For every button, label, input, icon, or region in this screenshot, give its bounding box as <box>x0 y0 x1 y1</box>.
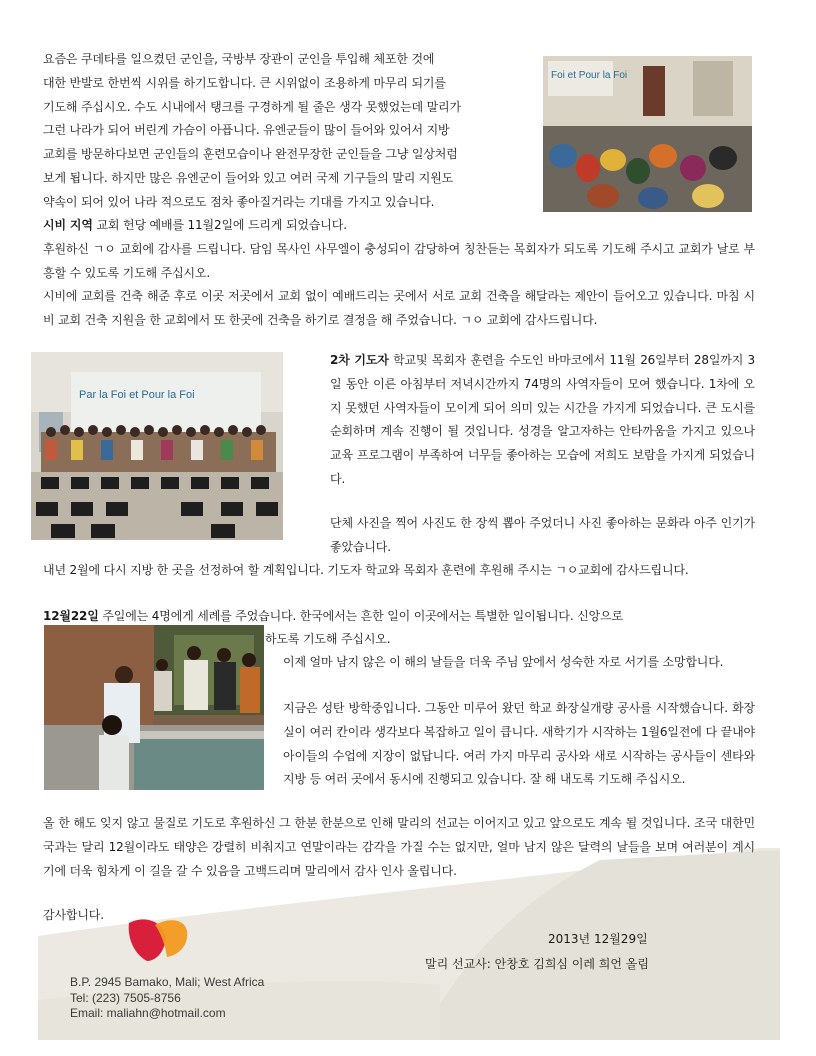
baptism-text: 주일에는 4명에게 세례를 주었습니다. 한국에서는 흔한 일이 이곳에서는 특별한 일이됩니다. 신앙으로 <box>98 609 623 623</box>
footer-email[interactable]: Email: maliahn@hotmail.com <box>70 1006 226 1020</box>
sibi-heading-line <box>43 214 755 238</box>
training-paragraph <box>330 349 755 492</box>
intro-line: 보게 됩니다. 하지만 많은 유엔군이 들어와 있고 여러 국제 기구들의 말리 지원도 <box>43 170 454 185</box>
school-text: 지금은 성탄 방학중입니다. 그동안 미루어 왔던 학교 화장실개량 공사를 시작했습니다. 화장실이 여러 칸이라 생각보다 복잡하고 일이 큽니다. 새학기가 시작하는 1월6일전에 다 끝내야 아이들의 수업에 지장이 없답니다. 여러 가지 마무리 공사와 새로 시작하는 공사들이 센타와 지방 등 여러 곳에서 동시에 진행되고 있습니다. 잘 해 내도록 기도해 주십시오. <box>283 701 755 787</box>
photo-note-paragraph <box>330 512 755 560</box>
sibi-label: 시비 지역 <box>43 218 93 232</box>
photo-note-text: 단체 사진을 찍어 사진도 한 장씩 뽑아 주었더니 사진 좋아하는 문화라 아주 인기가 좋았습니다. <box>330 516 755 554</box>
group-banner-text: Par la Foi et Pour la Foi <box>79 389 195 401</box>
intro-paragraph <box>43 48 543 215</box>
training-label: 2차 기도자 <box>330 353 389 367</box>
intro-line: 기도해 주십시오. 수도 시내에서 탱크를 구경하게 될 줄은 생각 못했었는데 말리가 <box>43 99 461 114</box>
worship-banner-text: Foi et Pour la Foi <box>551 70 628 81</box>
hope-text: 이제 얼마 남지 않은 이 해의 날들을 더욱 주님 앞에서 성숙한 자로 서기를 소망합니다. <box>283 655 724 669</box>
baptism-photo <box>44 625 264 790</box>
thanks-text: 감사합니다. <box>43 908 104 922</box>
sibi-construction-paragraph <box>43 285 755 333</box>
footer-phone: Tel: (223) 7505-8756 <box>70 990 181 1005</box>
intro-line: 요즘은 쿠데타를 일으켰던 군인을, 국방부 장관이 군인을 투입해 체포한 것에 <box>43 52 435 66</box>
next-year-text: 내년 2월에 다시 지방 한 곳을 선정하여 할 계획입니다. 기도자 학교와 목회자 훈련에 후원해 주시는 ㄱㅇ교회에 감사드립니다. <box>43 563 689 577</box>
intro-line: 약속이 되어 있어 나라 적으로도 점차 좋아질거라는 기대를 가지고 있습니다. <box>43 194 435 209</box>
sibi-thanks-paragraph <box>43 238 755 286</box>
baptism-date: 12월22일 <box>43 609 99 623</box>
baptism-text-2: 하도록 기도해 주십시오. <box>265 632 391 646</box>
sibi-construction-text: 시비에 교회를 건축 해준 후로 이곳 저곳에서 교회 없이 예배드리는 곳에서 서로 교회 건축을 해달라는 제안이 들어오고 있습니다. 마침 시비 교회 건축 지원을 한 교회에서 또 한곳에 건축을 하기로 결정을 해 주었습니다. ㄱㅇ 교회에 감사드립니다. <box>43 289 755 327</box>
closing-text: 올 한 해도 잊지 않고 물질로 기도로 후원하신 그 한분 한분으로 인해 말리의 선교는 이어지고 있고 앞으로도 계속 될 것입니다. 조국 대한민국과는 달리 12월이라도 태양은 강렬히 비춰지고 연말이라는 감각을 가질 수는 없지만, 얼마 남지 않은 달력의 날들을 보며 여러분이 계시기에 더욱 힘차게 이 길을 갈 수 있음을 고백드리며 말리에서 감사 인사 올립니다. <box>43 816 755 878</box>
worship-photo <box>543 56 752 212</box>
signature-line: 말리 선교사: 안창호 김희심 이레 희언 올림 <box>425 957 649 971</box>
letter-date: 2013년 12월29일 <box>548 932 648 946</box>
closing-paragraph <box>43 812 755 883</box>
hope-paragraph <box>283 651 755 675</box>
footer-address: B.P. 2945 Bamako, Mali; West Africa <box>70 975 265 989</box>
next-year-paragraph <box>43 559 755 583</box>
sibi-sentence: 교회 헌당 예배를 11월2일에 드리게 되었습니다. <box>92 218 347 232</box>
baptism-line-2 <box>265 628 755 652</box>
training-text: 학교및 목회자 훈련을 수도인 바마코에서 11월 26일부터 28일까지 3일 동안 이른 아침부터 저녁시간까지 74명의 사역자들이 모여 했습니다. 1차에 오지 못했던 사역자들이 모이게 되어 의미 있는 시간을 가지게 되었습니다. 큰 도시를 순회하며 계속 진행이 될 것입니다. 성경을 알고자하는 안타까움을 가지고 있으나 교육 프로그램이 부족하여 너무들 좋아하는 모습에 저희도 보람을 가지게 되었습니다. <box>330 353 756 486</box>
intro-line: 그런 나라가 되어 버린게 가슴이 아픕니다. 유엔군들이 많이 들어와 있어서 지방 <box>43 123 450 138</box>
intro-line: 대한 반발로 한번씩 시위를 하기도합니다. 큰 시위없이 조용하게 마무리 되기를 <box>43 75 446 90</box>
thanks-line <box>43 904 243 928</box>
group-photo <box>31 352 283 540</box>
footer-contact <box>70 975 264 1022</box>
sibi-thanks-text: 후원하신 ㄱㅇ 교회에 감사를 드립니다. 담임 목사인 사무엘이 충성되이 감당하여 칭찬듣는 목회자가 되도록 기도해 주시고 교회가 날로 부흥할 수 있도록 기도해 주십시오. <box>43 242 755 280</box>
school-paragraph <box>283 697 755 792</box>
intro-line: 교회를 방문하다보면 군인들의 훈련모습이나 완전무장한 군인들을 그냥 일상처럼 <box>43 147 458 162</box>
